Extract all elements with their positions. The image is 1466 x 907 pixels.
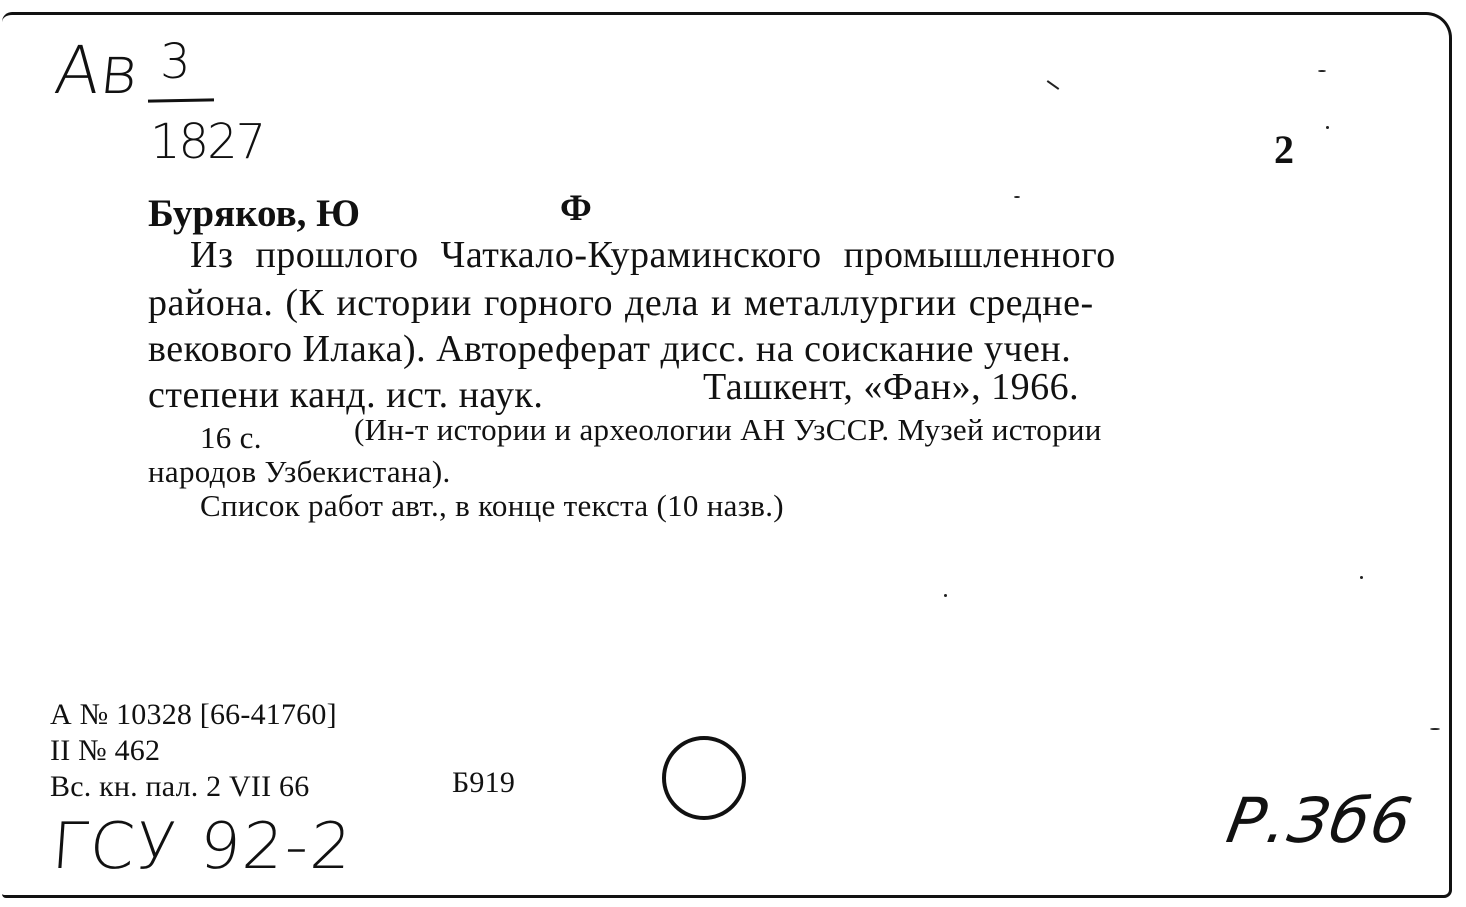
- title-line-3: векового Илака). Автореферат дисс. на соискание учен.: [148, 328, 1072, 370]
- title-line-4: степени канд. ист. наук.: [148, 374, 544, 416]
- series-line-1: (Ин-т истории и археологии АН УзССР. Музей истории: [354, 412, 1102, 447]
- imprint: Ташкент, «Фан», 1966.: [703, 366, 1080, 408]
- handwritten-mark-right: Р.Зб6: [1221, 784, 1420, 857]
- author-initial: Ф: [560, 188, 592, 229]
- shelf-mark-numerator: 3: [160, 34, 191, 90]
- title-line-2: района. (К истории горного дела и металлургии средне-: [148, 282, 1094, 324]
- punch-hole: [662, 736, 746, 820]
- pages: 16 с.: [200, 420, 262, 455]
- bibliography-note: Список работ авт., в конце текста (10 назв.): [200, 488, 784, 523]
- card-number: 2: [1274, 127, 1294, 172]
- author-name: Буряков, Ю: [148, 192, 361, 235]
- shelf-mark-prefix: Ав: [51, 32, 143, 109]
- series-line-2: народов Узбекистана).: [148, 454, 451, 489]
- handwritten-mark-left: ГСУ 92-2: [49, 810, 356, 884]
- dust-speck: [1318, 70, 1326, 72]
- dust-speck: [1360, 576, 1363, 579]
- title-line-1: Из прошлого Чаткало-Кураминского промышленного: [190, 234, 1116, 276]
- dust-speck: [944, 594, 947, 597]
- shelf-mark-denominator: 1827: [150, 114, 265, 170]
- dust-speck: [1326, 126, 1329, 129]
- registration-line-3: Вс. кн. пал. 2 VII 66: [50, 770, 310, 803]
- registration-line-2: II № 462: [50, 734, 161, 767]
- registration-code: Б919: [452, 766, 516, 799]
- registration-line-1: А № 10328 [66-41760]: [50, 698, 337, 731]
- dust-speck: [1430, 728, 1440, 730]
- dust-speck: [1014, 196, 1020, 198]
